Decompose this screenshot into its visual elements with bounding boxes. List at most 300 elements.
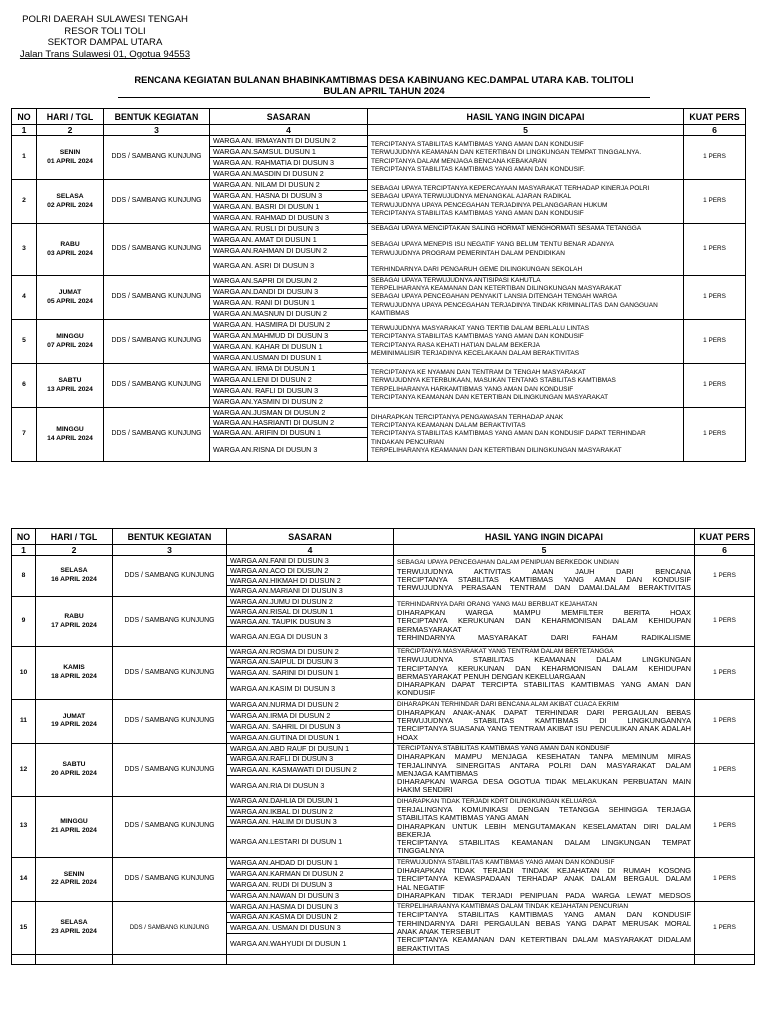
row-kuat-pers: 1 PERS xyxy=(684,408,746,462)
row-kuat-pers: 1 PERS xyxy=(684,136,746,180)
row-sasaran: WARGA AN.USMAN DI DUSUN 1 xyxy=(210,353,368,364)
row-sasaran: WARGA AN.HASMA DI DUSUN 3 xyxy=(227,902,394,913)
column-number: 5 xyxy=(368,125,684,136)
row-sasaran: WARGA AN. ASRI DI DUSUN 3 xyxy=(210,257,368,276)
row-date: 19 APRIL 2024 xyxy=(51,721,97,729)
hasil-line: TERCIPTANYA STABILITAS KAMTIBMAS YANG AMAN DAN KONDUSIF xyxy=(397,745,610,753)
row-number-cell xyxy=(12,408,37,462)
row-sasaran: WARGA AN. USMAN DI DUSUN 3 xyxy=(227,923,394,934)
row-number-cell xyxy=(12,556,36,597)
row-kegiatan: DDS / SAMBANG KUNJUNG xyxy=(124,617,215,625)
row-day-date-cell xyxy=(36,699,113,743)
row-number-cell xyxy=(12,699,36,743)
row-number: 12 xyxy=(19,765,28,773)
row-sasaran: WARGA AN.MASDIN DI DUSUN 2 xyxy=(210,169,368,180)
row-date: 18 APRIL 2024 xyxy=(51,672,97,680)
hasil-line: SEBAGAI UPAYA PENCEGAHAN DALAM PENIPUAN BERKEDOK UNDIAN xyxy=(397,559,619,567)
hasil-line: SEBAGAI UPAYA MENEPIS ISU NEGATIF YANG BELUM TENTU BENAR ADANYA xyxy=(371,241,614,249)
row-sasaran: WARGA AN. NILAM DI DUSUN 2 xyxy=(210,180,368,191)
hasil-line: TERWUJUDNYA KETERBUKAAN, MASUKAN TENTANG STABILITAS KAMTIBMAS xyxy=(371,377,616,385)
row-kegiatan: DDS / SAMBANG KUNJUNG xyxy=(111,430,202,438)
hasil-line: TERCIPTANYA STABILITAS KAMTIBMAS YANG AMAN DAN KONDUSIF xyxy=(397,574,691,584)
hasil-line: SEBAGAI UPAYA PENCEGAHAN PENYAKIT LANSIA DITENGAH TENGAH WARGA xyxy=(371,293,618,301)
table-row xyxy=(12,597,755,607)
table-row xyxy=(12,224,746,235)
hasil-line: HAL NEGATIF xyxy=(397,882,445,892)
row-sasaran: WARGA AN. RUSLI DI DUSUN 3 xyxy=(210,224,368,235)
row-date: 01 APRIL 2024 xyxy=(47,157,93,165)
row-day: MINGGU xyxy=(60,818,88,826)
activity-table-1 xyxy=(11,108,746,462)
hasil-line: TERWUJUDNYA KEAMANAN DAN KETERTIBAN DI LINGKUNGAN TEMPAT TINGGALNYA. xyxy=(371,149,642,157)
hasil-line: TERCIPTANYA STABILITAS KAMTIBMAS YANG AMAN DAN KONDUSIF xyxy=(371,141,584,149)
header-bentuk-kegiatan: BENTUK KEGIATAN xyxy=(104,109,210,125)
column-number: 2 xyxy=(37,125,104,136)
hasil-line: TERCIPTANYA STABILITAS KEAMANAN DALAM LINGKUNGAN TEMPAT xyxy=(397,838,691,848)
row-sasaran: WARGA AN. BASRI DI DUSUN 1 xyxy=(210,202,368,213)
hasil-line: TERCIPTANYA SUASANA YANG TENTRAM AKIBAT ISU PENCULIKAN ANAK ADALAH HOAX xyxy=(397,724,691,742)
hasil-line: TERCIPTANYA DALAM MENJAGA BENCANA KEBAKARAN xyxy=(371,157,547,165)
column-number: 1 xyxy=(12,125,37,136)
table-header-row xyxy=(12,109,746,125)
hasil-line: TERPELIHARAANYA KAMTIBMAS DALAM TINDAK KEJAHATAN PENCURIAN xyxy=(397,903,629,911)
row-number: 3 xyxy=(22,245,26,253)
row-day: JUMAT xyxy=(58,288,82,296)
row-day: RABU xyxy=(60,240,80,248)
header-sasaran: SASARAN xyxy=(210,109,368,125)
hasil-line: TERPELIHARANYA KEAMANAN DAN KETERTIBAN DILINGKUNGAN MASYARAKAT xyxy=(371,285,622,293)
row-sasaran: WARGA AN.FANI DI DUSUN 3 xyxy=(227,556,394,566)
row-kuat-pers: 1 PERS xyxy=(684,224,746,276)
column-number: 4 xyxy=(210,125,368,136)
row-sasaran: WARGA AN.DANDI DI DUSUN 3 xyxy=(210,287,368,298)
row-kegiatan: DDS / SAMBANG KUNJUNG xyxy=(129,923,210,931)
row-sasaran: WARGA AN. KASMAWATI DI DUSUN 2 xyxy=(227,765,394,776)
row-number: 7 xyxy=(22,430,26,438)
column-number: 6 xyxy=(695,545,755,556)
row-number-cell xyxy=(12,180,37,224)
row-day-date-cell xyxy=(37,276,104,320)
row-number-cell xyxy=(12,136,37,180)
row-kuat-pers: 1 PERS xyxy=(684,276,746,320)
row-sasaran: WARGA AN.HASRIANTI DI DUSUN 2 xyxy=(210,418,368,428)
row-day: KAMIS xyxy=(63,664,85,672)
row-kegiatan-cell xyxy=(113,744,227,797)
hasil-line: BERAKTIVITAS xyxy=(397,943,450,953)
row-sasaran: WARGA AN.AHDAD DI DUSUN 1 xyxy=(227,857,394,868)
hasil-line: TERCIPTANYA KEWASPADAAN TERHADAP ANAK DALAM BERGAUL DALAM xyxy=(397,874,691,884)
hasil-line: SEBAGAI UPAYA TERWUJUDNYA ANTISIPASI KAHUTLA xyxy=(371,277,541,284)
hasil-line: TERWUJUDNYA UPAYA PENCEGAHAN TERJADINYA PELANGGARAN HUKUM xyxy=(371,201,608,209)
row-date: 16 APRIL 2024 xyxy=(51,576,97,583)
empty-cell xyxy=(36,954,113,964)
row-date: 22 APRIL 2024 xyxy=(51,879,97,887)
row-number: 5 xyxy=(22,337,26,345)
row-number: 10 xyxy=(19,668,28,676)
row-sasaran: WARGA AN.RISAL DI DUSUN 1 xyxy=(227,607,394,617)
row-date: 07 APRIL 2024 xyxy=(47,341,93,349)
row-sasaran: WARGA AN. RAHMAD DI DUSUN 3 xyxy=(210,213,368,224)
row-sasaran: WARGA AN.DAHLIA DI DUSUN 1 xyxy=(227,796,394,806)
row-sasaran: WARGA AN. RAFLI DI DUSUN 3 xyxy=(210,386,368,397)
table-row xyxy=(12,180,746,191)
row-hasil-cell xyxy=(368,364,684,408)
row-day-date-cell xyxy=(36,597,113,647)
hasil-line: TERWUJUDNYA AKTIVITAS AMAN JAUH DARI BENCANA xyxy=(397,566,691,576)
row-kuat-pers: 1 PERS xyxy=(684,364,746,408)
hasil-line: DIHARAPKAN WARGA DESA OGOTUA TIDAK MELAKUKAN PERBUATAN MAIN xyxy=(397,777,691,787)
row-date: 21 APRIL 2024 xyxy=(51,826,97,834)
row-date: 14 APRIL 2024 xyxy=(47,434,93,442)
row-sasaran: WARGA AN.SAMSUL DUSUN 1 xyxy=(210,147,368,158)
title-underline xyxy=(118,97,650,98)
row-kegiatan-cell xyxy=(113,902,227,955)
row-sasaran: WARGA AN.RAHMAN DI DUSUN 2 xyxy=(210,246,368,257)
hasil-line: TERWUJUDNYA STABILITAS KEAMANAN DALAM LINGKUNGAN xyxy=(397,655,691,665)
row-day: SENIN xyxy=(63,870,85,878)
header-sasaran: SASARAN xyxy=(227,529,394,545)
row-sasaran: WARGA AN.LESTARI DI DUSUN 1 xyxy=(227,827,394,858)
row-day-date-cell xyxy=(36,744,113,797)
table-row xyxy=(12,320,746,331)
hasil-line: DIHARAPKAN WARGA MAMPU MEMFILTER BERITA HOAX xyxy=(397,608,691,617)
row-sasaran: WARGA AN.MAHMUD DI DUSUN 3 xyxy=(210,331,368,342)
row-kegiatan: DDS / SAMBANG KUNJUNG xyxy=(124,717,215,725)
hasil-line: SEBAGAI UPAYA TERCIPTANYA KEPERCAYAAN MASYARAKAT TERHADAP KINERJA POLRI xyxy=(371,185,650,193)
hasil-line: TERWUJUDNYA PROGRAM PEMERINTAH DALAM PENDIDIKAN xyxy=(371,249,565,257)
hasil-line: DIHARAPKAN MAMPU MENJAGA KESEHATAN TANPA MEMINUM MIRAS xyxy=(397,752,691,762)
row-sasaran: WARGA AN.YASMIN DI DUSUN 2 xyxy=(210,397,368,408)
row-number-cell xyxy=(12,902,36,955)
row-kegiatan-cell xyxy=(113,796,227,857)
hasil-line: ANAK ANAK TERSEBUT xyxy=(397,926,481,936)
row-kegiatan: DDS / SAMBANG KUNJUNG xyxy=(111,197,202,205)
row-sasaran: WARGA AN. IRMAYANTI DI DUSUN 2 xyxy=(210,136,368,147)
row-sasaran: WARGA AN. KAHAR DI DUSUN 1 xyxy=(210,342,368,353)
row-day: SELASA xyxy=(56,192,84,200)
row-hasil-cell xyxy=(368,276,684,320)
row-sasaran: WARGA AN.NAWAN DI DUSUN 3 xyxy=(227,891,394,902)
column-number: 1 xyxy=(12,545,36,556)
row-kegiatan-cell xyxy=(113,699,227,743)
hasil-line: DIHARAPKAN UNTUK LEBIH MENGUTAMAKAN KESELAMATAN DIRI DALAM xyxy=(397,821,691,831)
hasil-line: BERMASYARAKAT PENUH DENGAN KEKELUARGAAN xyxy=(397,671,586,681)
hasil-line: TERPELIHARANYA KEAMANAN DAN KETERTIBAN DILINGKUNGAN MASYARAKAT xyxy=(371,446,622,454)
row-sasaran: WARGA AN.GUTINA DI DUSUN 1 xyxy=(227,732,394,743)
hasil-line: TERJALINGNYA KOMUNIKASI DENGAN TETANGGA SEHINGGA TERJAGA xyxy=(397,804,691,814)
row-kegiatan-cell xyxy=(104,136,210,180)
row-day-date-cell xyxy=(36,556,113,597)
letterhead-line-1: POLRI DAERAH SULAWESI TENGAH xyxy=(22,14,188,25)
hasil-line: DIHARAPKAN TERHINDAR DARI BENCANA ALAM AKIBAT CUACA EKRIM xyxy=(397,700,619,708)
row-number: 4 xyxy=(22,293,26,301)
row-sasaran: WARGA AN.SAPRI DI DUSUN 2 xyxy=(210,276,368,287)
hasil-line: TERPELIHARANYA HARKAMTIBMAS YANG AMAN DAN KONDUSIF xyxy=(371,385,574,393)
document-title: RENCANA KEGIATAN BULANAN BHABINKAMTIBMAS DESA KABINUANG KEC.DAMPAL UTARA KAB. TOLITOLI xyxy=(134,74,634,85)
row-day-date-cell xyxy=(37,136,104,180)
row-kegiatan-cell xyxy=(104,224,210,276)
row-hasil-cell xyxy=(394,556,695,597)
row-sasaran: WARGA AN.RISNA DI DUSUN 3 xyxy=(210,438,368,462)
row-sasaran: WARGA AN.JUMU DI DUSUN 2 xyxy=(227,597,394,607)
row-sasaran: WARGA AN. ARIFIN DI DUSUN 1 xyxy=(210,428,368,438)
row-kegiatan-cell xyxy=(104,320,210,364)
table-row xyxy=(12,136,746,147)
hasil-line: TERCIPTANYA STABILITAS KAMTIBMAS YANG AMAN DAN KONDUSIF xyxy=(397,910,691,920)
row-hasil-cell xyxy=(394,699,695,743)
row-kegiatan-cell xyxy=(113,556,227,597)
row-day-date-cell xyxy=(37,180,104,224)
row-hasil-cell xyxy=(394,796,695,857)
row-date: 02 APRIL 2024 xyxy=(47,201,93,209)
table-row xyxy=(12,647,755,658)
row-hasil-cell xyxy=(368,408,684,462)
hasil-line: TERCIPTANYA STABILITAS KAMTIBMAS YANG AMAN DAN KONDUSIF xyxy=(371,333,584,341)
row-kegiatan: DDS / SAMBANG KUNJUNG xyxy=(124,875,215,883)
column-number-row xyxy=(12,545,755,556)
row-hasil-cell xyxy=(394,902,695,955)
hasil-line: BEKERJA xyxy=(397,829,431,839)
row-number: 9 xyxy=(21,617,26,625)
header-no: NO xyxy=(12,109,37,125)
empty-cell xyxy=(12,954,36,964)
hasil-line: MENJAGA KAMTIBMAS xyxy=(397,768,478,778)
row-hasil-cell xyxy=(368,320,684,364)
row-number-cell xyxy=(12,364,37,408)
empty-row xyxy=(12,954,755,964)
table-row xyxy=(12,364,746,375)
row-sasaran: WARGA AN. SARINI DI DUSUN 1 xyxy=(227,668,394,679)
row-sasaran: WARGA AN. HALIM DI DUSUN 3 xyxy=(227,817,394,827)
row-kegiatan-cell xyxy=(113,597,227,647)
row-day: SABTU xyxy=(62,761,86,769)
table-row xyxy=(12,744,755,755)
row-date: 20 APRIL 2024 xyxy=(51,769,97,777)
hasil-line: TERWUJUDNYA STABILITAS KAMTIBMAS DI LINGKUNGANNYA xyxy=(397,716,691,726)
row-sasaran: WARGA AN.RAFLI DI DUSUN 3 xyxy=(227,754,394,765)
row-number: 8 xyxy=(21,571,26,579)
hasil-line: TERCIPTANYA KEAMANAN DAN KETERTIBAN DILINGKUNGAN MASYARAKAT xyxy=(371,393,609,401)
row-kuat-pers: 1 PERS xyxy=(684,180,746,224)
table-header-row xyxy=(12,529,755,545)
row-kegiatan: DDS / SAMBANG KUNJUNG xyxy=(111,337,202,345)
row-hasil-cell xyxy=(368,224,684,276)
table-row xyxy=(12,796,755,806)
header-kuat-pers: KUAT PERS xyxy=(684,109,746,125)
column-number-row xyxy=(12,125,746,136)
column-number: 4 xyxy=(227,545,394,556)
hasil-line: SEBAGAI UPAYA MENCIPTAKAN SALING HORMAT MENGHORMATI SESAMA TETANGGA xyxy=(371,225,642,233)
column-number: 3 xyxy=(113,545,227,556)
activity-table-2 xyxy=(11,528,755,965)
row-number: 14 xyxy=(19,875,28,883)
hasil-line: TERCIPTANYA STABILITAS KAMTIBMAS YANG AMAN DAN KONDUSIF DAPAT TERHINDAR xyxy=(371,430,646,438)
header-no: NO xyxy=(12,529,36,545)
hasil-line: TERCIPTANYA RASA KEHATI HATIAN DALAM BEKERJA xyxy=(371,341,540,349)
row-sasaran: WARGA AN.IRMA DI DUSUN 2 xyxy=(227,710,394,721)
row-number: 13 xyxy=(19,822,28,830)
hasil-line: TERCIPTANYA KEAMANAN DAN KETERTIBAN DALAM MASYARAKAT DIDALAM xyxy=(397,935,691,945)
row-number-cell xyxy=(12,857,36,901)
hasil-line: TERCIPTANYA STABILITAS KAMTIBMAS YANG AMAN DAN KONDUSIF. xyxy=(371,165,585,173)
row-sasaran: WARGA AN.KASMA DI DUSUN 2 xyxy=(227,912,394,923)
row-hasil-cell xyxy=(394,744,695,797)
hasil-line: STABILITAS KAMTIBMAS YANG AMAN xyxy=(397,813,529,823)
row-date: 23 APRIL 2024 xyxy=(51,927,97,935)
column-number: 2 xyxy=(36,545,113,556)
row-day: SABTU xyxy=(58,376,82,384)
row-day-date-cell xyxy=(37,364,104,408)
row-kegiatan: DDS / SAMBANG KUNJUNG xyxy=(124,765,215,773)
row-sasaran: WARGA AN.LENI DI DUSUN 2 xyxy=(210,375,368,386)
row-day: MINGGU xyxy=(56,425,84,433)
hasil-line: MEMINIMALISIR TERJADINYA KECELAKAAN DALAM BERAKTIVITAS xyxy=(371,349,580,357)
hasil-line: DIHARAPKAN ANAK-ANAK DAPAT TERHINDAR DARI PERGAULAN BEBAS xyxy=(397,707,691,717)
header-kuat-pers: KUAT PERS xyxy=(695,529,755,545)
header-hari-tgl: HARI / TGL xyxy=(36,529,113,545)
row-number-cell xyxy=(12,224,37,276)
hasil-line: TERCIPTANYA KERUKUNAN DAN KEHARMONISAN DALAM KEHIDUPAN xyxy=(397,663,691,673)
row-day-date-cell xyxy=(37,320,104,364)
hasil-line: DIHARAPKAN TIDAK TERJADI TINDAK KEJAHATAN DI RUMAH KOSONG xyxy=(397,865,691,875)
row-sasaran: WARGA AN.WAHYUDI DI DUSUN 1 xyxy=(227,933,394,954)
hasil-line: TERCIPTANYA MASYARAKAT YANG TENTRAM DALAM BERTETANGGA xyxy=(397,648,614,655)
table-row xyxy=(12,556,755,566)
hasil-line: TERWUJUDNYA MASYARAKAT YANG TERTIB DALAM BERLALU LINTAS xyxy=(371,325,590,333)
row-sasaran: WARGA AN. RAHMATIA DI DUSUN 3 xyxy=(210,158,368,169)
column-number: 6 xyxy=(684,125,746,136)
header-bentuk-kegiatan: BENTUK KEGIATAN xyxy=(113,529,227,545)
row-sasaran: WARGA AN.EGA DI DUSUN 3 xyxy=(227,627,394,647)
hasil-line: TERHINDARNYA MASYARAKAT DARI FAHAM RADIKALISME xyxy=(397,632,691,642)
row-number-cell xyxy=(12,744,36,797)
hasil-line: TINGGALNYA xyxy=(397,846,445,856)
row-kegiatan-cell xyxy=(113,647,227,700)
empty-cell xyxy=(394,954,695,964)
row-number-cell xyxy=(12,647,36,700)
row-kuat-pers: 1 PERS xyxy=(695,857,755,901)
row-number-cell xyxy=(12,276,37,320)
hasil-line: TERWUJUDNYA PERASAAN TENTRAM DAN DAMAI.DALAM BERAKTIVITAS xyxy=(397,583,691,593)
hasil-line: TERCIPTANYA STABILITAS KAMTIBMAS YANG AMAN DAN KONDUSIF xyxy=(371,209,584,217)
row-kuat-pers: 1 PERS xyxy=(695,699,755,743)
row-kegiatan: DDS / SAMBANG KUNJUNG xyxy=(124,571,215,579)
row-sasaran: WARGA AN.ABD RAUF DI DUSUN 1 xyxy=(227,744,394,755)
row-number: 15 xyxy=(19,923,28,931)
row-kegiatan-cell xyxy=(104,408,210,462)
row-kuat-pers: 1 PERS xyxy=(695,556,755,597)
row-day: SELASA xyxy=(60,567,88,575)
row-sasaran: WARGA AN.HIKMAH DI DUSUN 2 xyxy=(227,576,394,586)
row-number-cell xyxy=(12,796,36,857)
table-row xyxy=(12,699,755,710)
row-sasaran: WARGA AN.KASIM DI DUSUN 3 xyxy=(227,678,394,699)
row-kuat-pers: 1 PERS xyxy=(684,320,746,364)
row-number: 1 xyxy=(22,153,26,161)
row-day: SENIN xyxy=(59,148,81,156)
row-kuat-pers: 1 PERS xyxy=(695,647,755,700)
empty-cell xyxy=(113,954,227,964)
row-sasaran: WARGA AN.MASNUN DI DUSUN 2 xyxy=(210,309,368,320)
hasil-line: TERWUJUDNYA UPAYA PENCEGAHAN TERJADINYA TINDAK KRIMINALITAS DAN GANGGUAN KAMTIBMAS xyxy=(371,301,658,317)
column-number: 3 xyxy=(104,125,210,136)
hasil-line: SEBAGAI UPAYA TERWUJUDNYA MENANGKAL AJARAN RADIKAL xyxy=(371,193,572,201)
row-hasil-cell xyxy=(394,647,695,700)
letterhead-address: Jalan Trans Sulawesi 01, Ogotua 94553 xyxy=(19,48,191,60)
row-date: 03 APRIL 2024 xyxy=(47,249,93,257)
row-day-date-cell xyxy=(36,857,113,901)
row-kegiatan: DDS / SAMBANG KUNJUNG xyxy=(111,293,202,301)
hasil-line: TERCIPTANYA KERUKUNAN DAN KEHARMONISAN DALAM KEHIDUPAN xyxy=(397,616,691,626)
hasil-line: DIHARAPKAN TERCIPTANYA PENGAWASAN TERHADAP ANAK xyxy=(371,414,564,421)
row-hasil-cell xyxy=(368,180,684,224)
row-kegiatan-cell xyxy=(104,180,210,224)
row-kegiatan: DDS / SAMBANG KUNJUNG xyxy=(124,822,215,830)
hasil-line: HAKIM SENDIRI xyxy=(397,785,453,795)
row-sasaran: WARGA AN.SAIPUL DI DUSUN 3 xyxy=(227,657,394,668)
row-sasaran: WARGA AN. HASMIRA DI DUSUN 2 xyxy=(210,320,368,331)
header-hasil: HASIL YANG INGIN DICAPAI xyxy=(368,109,684,125)
row-hasil-cell xyxy=(394,597,695,647)
hasil-line: TERCIPTANYA KE NYAMAN DAN TENTRAM DI TENGAH MASYARAKAT xyxy=(371,369,586,377)
row-day: SELASA xyxy=(60,919,88,927)
row-kuat-pers: 1 PERS xyxy=(695,744,755,797)
document-subtitle: BULAN APRIL TAHUN 2024 xyxy=(323,85,445,96)
hasil-line xyxy=(371,258,680,266)
row-date: 05 APRIL 2024 xyxy=(47,297,93,305)
hasil-line: TERHINDARNYA DARI PENGARUH GEME DILINGKUNGAN SEKOLAH xyxy=(371,265,583,273)
row-kegiatan: DDS / SAMBANG KUNJUNG xyxy=(111,245,202,253)
row-day-date-cell xyxy=(36,647,113,700)
row-number: 6 xyxy=(22,381,26,389)
row-sasaran: WARGA AN. HASNA DI DUSUN 3 xyxy=(210,191,368,202)
row-sasaran: WARGA AN.JUSMAN DI DUSUN 2 xyxy=(210,408,368,418)
row-hasil-cell xyxy=(368,136,684,180)
empty-cell xyxy=(695,954,755,964)
row-hasil-cell xyxy=(394,857,695,901)
row-sasaran: WARGA AN. AMAT DI DUSUN 1 xyxy=(210,235,368,246)
row-day-date-cell xyxy=(36,796,113,857)
hasil-line: BERMASYARAKAT xyxy=(397,624,462,634)
row-date: 17 APRIL 2024 xyxy=(51,621,97,629)
row-kuat-pers: 1 PERS xyxy=(695,796,755,857)
row-kegiatan-cell xyxy=(104,364,210,408)
row-sasaran: WARGA AN.RIA DI DUSUN 3 xyxy=(227,775,394,796)
row-day-date-cell xyxy=(36,902,113,955)
row-sasaran: WARGA AN. TAUPIK DUSUN 3 xyxy=(227,617,394,627)
row-kuat-pers: 1 PERS xyxy=(695,902,755,955)
header-hari-tgl: HARI / TGL xyxy=(37,109,104,125)
row-sasaran: WARGA AN.KARMAN DI DUSUN 2 xyxy=(227,868,394,879)
hasil-line: TERHINDARNYA DARI ORANG YANG MAU BERBUAT KEJAHATAN xyxy=(397,600,598,608)
row-sasaran: WARGA AN.ACO DI DUSUN 2 xyxy=(227,566,394,576)
hasil-line: TINDAKAN PENCURIAN xyxy=(371,438,444,446)
row-sasaran: WARGA AN. SAHRIL DI DUSUN 3 xyxy=(227,721,394,732)
column-number: 5 xyxy=(394,545,695,556)
hasil-line xyxy=(371,233,680,241)
table-row xyxy=(12,276,746,287)
row-kegiatan-cell xyxy=(113,857,227,901)
hasil-line: DIHARAPKAN TIDAK TERJADI KDRT DILINGKUNGAN KELUARGA xyxy=(397,797,597,805)
row-kegiatan-cell xyxy=(104,276,210,320)
hasil-line: DIHARAPKAN DAPAT TERCIPTA STABILITAS KAMTIBMAS YANG AMAN DAN KONDUSIF xyxy=(397,680,691,698)
row-day-date-cell xyxy=(37,408,104,462)
table-row xyxy=(12,408,746,418)
row-kegiatan: DDS / SAMBANG KUNJUNG xyxy=(111,153,202,161)
row-date: 13 APRIL 2024 xyxy=(47,385,93,393)
row-kegiatan: DDS / SAMBANG KUNJUNG xyxy=(124,668,215,676)
row-day: MINGGU xyxy=(56,332,84,340)
